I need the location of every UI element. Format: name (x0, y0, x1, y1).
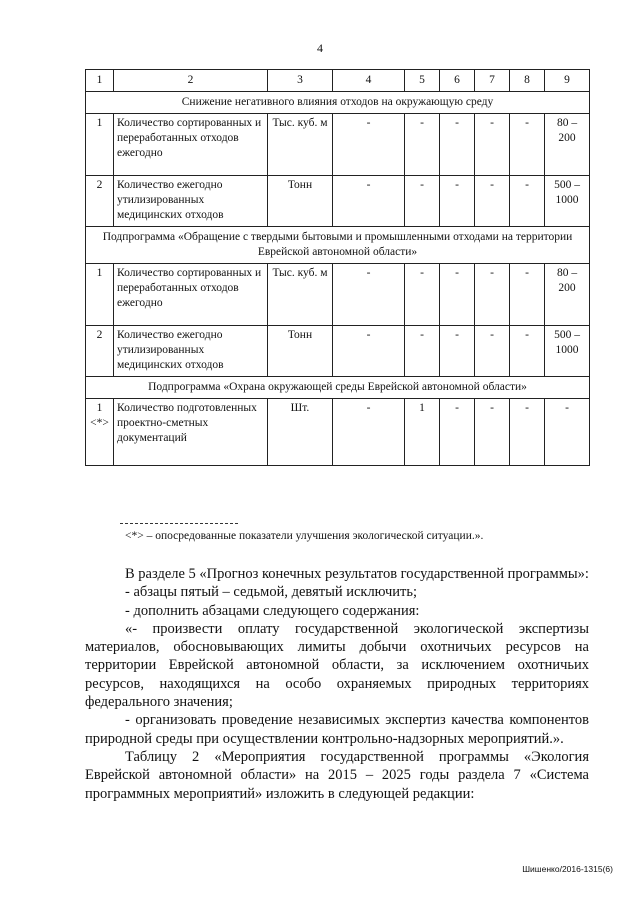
indicator-name: Количество ежегодно утилизированных медицинских отходов (114, 176, 268, 227)
header-cell: 6 (440, 70, 475, 92)
indicators-table (85, 69, 590, 466)
value-cell: 500 – 1000 (545, 176, 590, 227)
unit-cell: Тыс. куб. м (268, 114, 333, 176)
value-cell: - (440, 399, 475, 466)
unit-cell: Тыс. куб. м (268, 264, 333, 326)
value-cell: - (475, 114, 510, 176)
row-number: 1 (86, 114, 114, 176)
value-cell: - (475, 399, 510, 466)
header-cell: 3 (268, 70, 333, 92)
row-number: 2 (86, 326, 114, 377)
value-cell: - (510, 264, 545, 326)
value-cell: - (510, 114, 545, 176)
value-cell: 80 – 200 (545, 264, 590, 326)
value-cell: - (545, 399, 590, 466)
page-number: 4 (317, 41, 323, 55)
header-cell: 2 (114, 70, 268, 92)
value-cell: - (333, 176, 405, 227)
unit-cell: Тонн (268, 326, 333, 377)
section-title: Снижение негативного влияния отходов на окружающую среду (86, 92, 590, 114)
value-cell: 80 – 200 (545, 114, 590, 176)
paragraph: - абзацы пятый – седьмой, девятый исключить; (125, 584, 417, 601)
unit-cell: Тонн (268, 176, 333, 227)
header-cell: 1 (86, 70, 114, 92)
paragraph: Таблицу 2 «Мероприятия государственной программы «Экология Еврейской автономной области» на 2015 – 2025 годы раздела 7 «Система программных мероприятий» изложить в следующей редакции: (85, 748, 589, 802)
value-cell: - (333, 399, 405, 466)
table-row (86, 326, 590, 377)
footnote-separator (120, 523, 238, 524)
value-cell: - (405, 264, 440, 326)
value-cell: - (510, 176, 545, 227)
header-cell: 7 (475, 70, 510, 92)
header-cell: 9 (545, 70, 590, 92)
value-cell: - (475, 264, 510, 326)
value-cell: - (333, 326, 405, 377)
value-cell: - (510, 399, 545, 466)
value-cell: - (475, 176, 510, 227)
header-cell: 4 (333, 70, 405, 92)
value-cell: - (510, 326, 545, 377)
unit-cell: Шт. (268, 399, 333, 466)
value-cell: 500 – 1000 (545, 326, 590, 377)
footnote: <*> – опосредованные показатели улучшения экологической ситуации.». (125, 530, 484, 542)
section-header-row (86, 92, 590, 114)
paragraph: В разделе 5 «Прогноз конечных результатов государственной программы»: (125, 566, 589, 582)
indicator-name: Количество сортированных и переработанных отходов ежегодно (114, 114, 268, 176)
row-number: 2 (86, 176, 114, 227)
paragraph: - дополнить абзацами следующего содержания: (125, 602, 420, 619)
paragraph: «- произвести оплату государственной экологической экспертизы материалов, обосновывающих лимиты добычи охотничьих ресурсов на территории Еврейской автономной области, за исключением охотничьих ресурсов, находящихся на особо охраняемых природных территориях федерального значения; (85, 620, 589, 711)
value-cell: - (440, 176, 475, 227)
table-row (86, 264, 590, 326)
section-header-row (86, 377, 590, 399)
table-row (86, 399, 590, 466)
header-cell: 8 (510, 70, 545, 92)
row-number: 1 (86, 264, 114, 326)
indicator-name: Количество подготовленных проектно-сметных документаций (114, 399, 268, 466)
value-cell: - (405, 114, 440, 176)
section-title: Подпрограмма «Обращение с твердыми бытовыми и промышленными отходами на территории Еврейской автономной области» (86, 227, 590, 264)
paragraph: - организовать проведение независимых экспертиз качества компонентов природной среды при осуществлении контрольно-надзорных мероприятий.». (85, 712, 589, 747)
row-number: 1 <*> (86, 399, 114, 466)
value-cell: 1 (405, 399, 440, 466)
body-text (85, 565, 589, 803)
document-code: Шишенко/2016-1315(6) (522, 864, 613, 874)
section-title: Подпрограмма «Охрана окружающей среды Еврейской автономной области» (86, 377, 590, 399)
table-header-row (86, 70, 590, 92)
value-cell: - (333, 264, 405, 326)
value-cell: - (405, 326, 440, 377)
indicator-name: Количество сортированных и переработанных отходов ежегодно (114, 264, 268, 326)
section-header-row (86, 227, 590, 264)
table-row (86, 176, 590, 227)
value-cell: - (405, 176, 440, 227)
value-cell: - (475, 326, 510, 377)
value-cell: - (440, 114, 475, 176)
table-row (86, 114, 590, 176)
value-cell: - (333, 114, 405, 176)
value-cell: - (440, 326, 475, 377)
value-cell: - (440, 264, 475, 326)
header-cell: 5 (405, 70, 440, 92)
indicator-name: Количество ежегодно утилизированных медицинских отходов (114, 326, 268, 377)
